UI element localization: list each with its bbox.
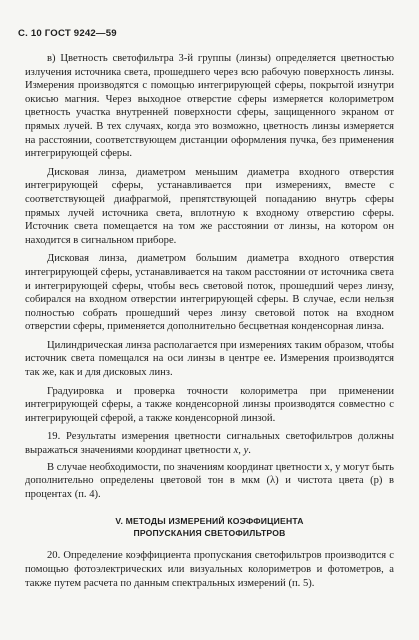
paragraph-small-disc-lens: Дисковая линза, диаметром меньшим диаметра входного отверстия интегрирующей сферы, устанавливается при измерениях, вместе с соответствующей диафрагмой, препятствующей попаданию внутрь сферы прямых лучей источника света, вплотную к входному отверстию сферы. Источник света помещается на том же расстоянии от линзы, на котором он находится в сигнальном приборе. xyxy=(25,166,394,246)
paragraph-v: в) Цветность светофильтра 3-й группы (линзы) определяется цветностью излучения источника света, прошедшего через всю рабочую поверхность линзы. Измерения производятся с помощью интегрирующей сферы, покрытой изнутри окисью магния. Через выходное отверстие сферы измеряется колориметром цветность участка внутренней поверхности сферы, защищенного экраном от прямых лучей. В тех случаях, когда это возможно, цветность линзы измеряется на расстоянии, соответствующем дистанции оформления пучка, без применения интегрирующей сферы. xyxy=(25,53,394,160)
section-title-line-2: ПРОПУСКАНИЯ СВЕТОФИЛЬТРОВ xyxy=(133,528,286,539)
paragraph-optional: В случае необходимости, по значениям координат цветности x, y могут быть дополнительно определены цветовой тон в мкм (λ) и чистота цвета (p) в процентах (п. 4). xyxy=(25,461,394,500)
paragraph-large-disc-lens: Дисковая линза, диаметром большим диаметра входного отверстия интегрирующей сферы, устанавливается на таком расстоянии от источника света и интегрирующей сферы, чтобы весь световой поток, прошедший через линзу, собирался на входном отверстии интегрирующей сферы. В случае, если нельзя полностью собрать прошедший через линзу световой поток на входном отверстии сферы, применяется дополнительно бесцветная конденсорная линза. xyxy=(25,253,394,333)
paragraph-19 xyxy=(25,430,394,457)
section-title-line-1: V. МЕТОДЫ ИЗМЕРЕНИЙ КОЭФФИЦИЕНТА xyxy=(115,516,304,527)
page-header: С. 10 ГОСТ 9242—59 xyxy=(18,28,117,39)
coord-sep: , xyxy=(238,445,244,457)
body-text xyxy=(25,52,394,595)
paragraph-19-end: . xyxy=(248,445,251,457)
coord-x: x xyxy=(233,445,239,457)
paragraph-19-text: 19. Результаты измерения цветности сигнальных светофильтров должны выражаться значениями координат цветности xyxy=(25,431,394,457)
section-title xyxy=(25,515,394,539)
paragraph-cylindrical-lens: Цилиндрическая линза располагается при измерениях таким образом, чтобы источник света помещался на оси линзы в центре ее. Измерения производятся так же, как и для дисковых линз. xyxy=(25,339,394,379)
coord-y: y xyxy=(243,445,249,457)
paragraph-20: 20. Определение коэффициента пропускания светофильтров производится с помощью фотоэлектрических или визуальных колориметров и фотометров, а также путем расчета по данным спектральных измерений (п. 5). xyxy=(25,550,394,589)
paragraph-calibration: Градуировка и проверка точности колориметра при применении интегрирующей сферы, а также конденсорной линзы производятся совместно с интегрирующей сферой, а также конденсорной линзой. xyxy=(25,385,394,424)
